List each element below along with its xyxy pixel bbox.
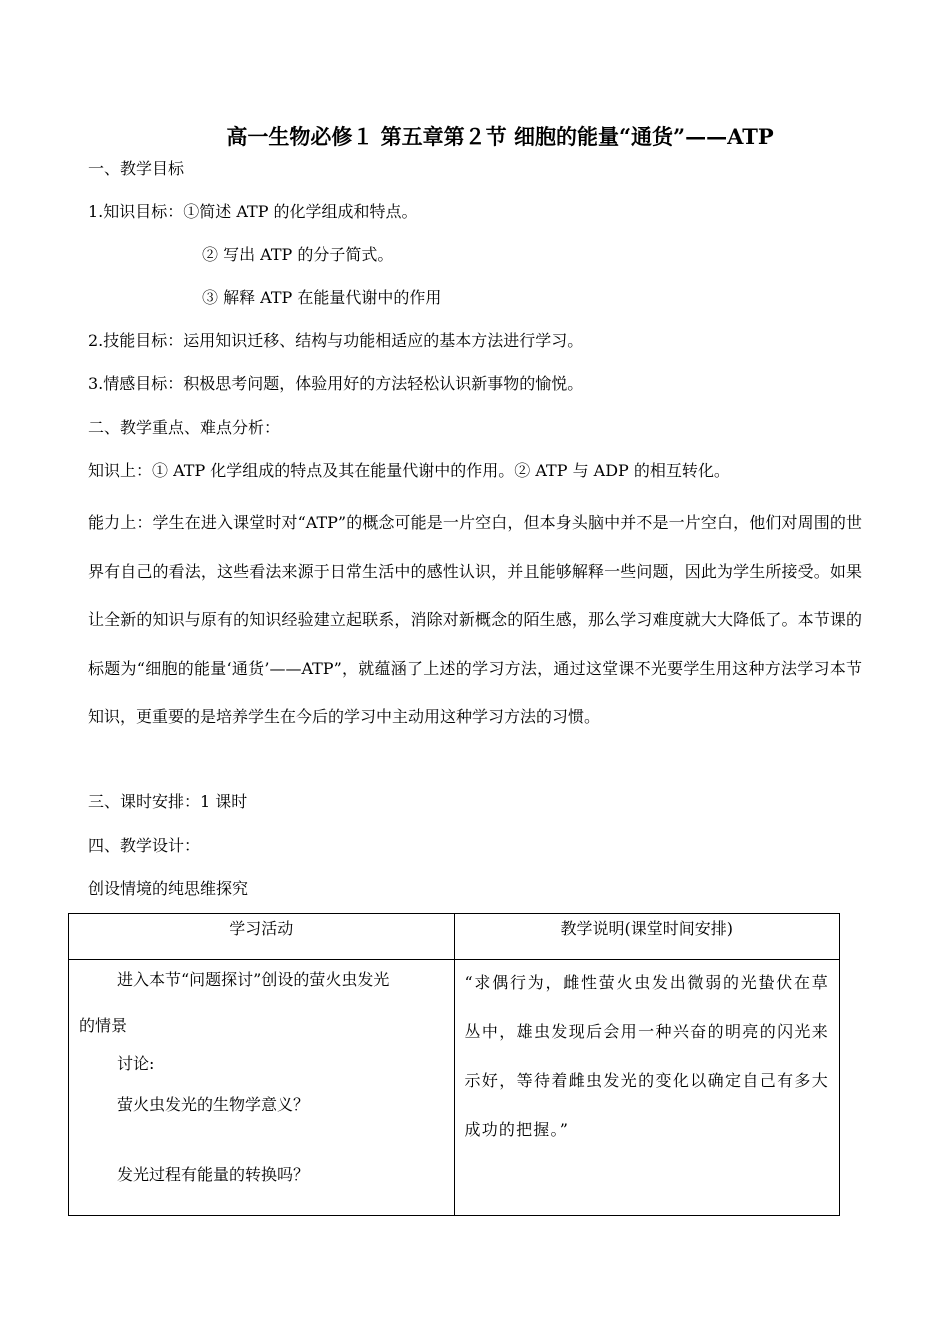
knowledge-key-point: 知识上：① ATP 化学组成的特点及其在能量代谢中的作用。② ATP 与 ADP 的相互转化。: [88, 461, 730, 480]
header-teaching-notes: 教学说明(课堂时间安排): [454, 914, 840, 960]
section-heading-schedule: 三、课时安排：1 课时: [88, 792, 248, 811]
teaching-notes-text: “求偶行为，雌性萤火虫发出微弱的光蛰伏在草丛中，雄虫发现后会用一种兴奋的明亮的闪光来示好，等待着雌虫发光的变化以确定自己有多大成功的把握。”: [464, 973, 829, 1139]
design-subtitle: 创设情境的纯思维探究: [88, 879, 249, 898]
section-heading-design: 四、教学设计：: [88, 836, 201, 855]
table-header-row: [69, 914, 840, 960]
knowledge-goal-2: ② 写出 ATP 的分子简式。: [202, 245, 394, 264]
header-learning-activity: 学习活动: [69, 914, 455, 960]
lesson-plan-table: [68, 913, 840, 1216]
teaching-notes-cell: [454, 960, 840, 1216]
emotion-goal: 3.情感目标：积极思考问题，体验用好的方法轻松认识新事物的愉悦。: [88, 374, 584, 393]
activity-line-1: 进入本节“问题探讨”创设的萤火虫发光: [117, 970, 390, 989]
section-heading-key-points: 二、教学重点、难点分析：: [88, 418, 281, 437]
section-heading-teaching-goals: 一、教学目标: [88, 159, 185, 178]
knowledge-goal-1: 1.知识目标：①简述 ATP 的化学组成和特点。: [88, 202, 418, 221]
activity-line-3: 讨论:: [117, 1054, 155, 1073]
activity-line-4: 萤火虫发光的生物学意义？: [117, 1095, 310, 1114]
skill-goal: 2.技能目标：运用知识迁移、结构与功能相适应的基本方法进行学习。: [88, 331, 584, 350]
learning-activity-cell: [69, 960, 455, 1216]
activity-line-5: 发光过程有能量的转换吗？: [117, 1165, 310, 1184]
activity-line-2: 的情景: [79, 1016, 128, 1035]
ability-paragraph: 能力上：学生在进入课堂时对“ATP”的概念可能是一片空白，但本身头脑中并不是一片空白，他们对周围的世界有自己的看法，这些看法来源于日常生活中的感性认识，并且能够解释一些问题，因此为学生所接受。如果让全新的知识与原有的知识经验建立起联系，消除对新概念的陌生感，那么学习难度就大大降低了。本节课的标题为“细胞的能量‘通货’——ATP”，就蕴涵了上述的学习方法，通过这堂课不光要学生用这种方法学习本节知识，更重要的是培养学生在今后的学习中主动用这种学习方法的习惯。: [88, 513, 862, 726]
table-row: [69, 960, 840, 1216]
knowledge-goal-3: ③ 解释 ATP 在能量代谢中的作用: [202, 288, 442, 307]
document-title: 高一生物必修１ 第五章第２节 细胞的能量“通货”——ATP: [226, 124, 774, 149]
